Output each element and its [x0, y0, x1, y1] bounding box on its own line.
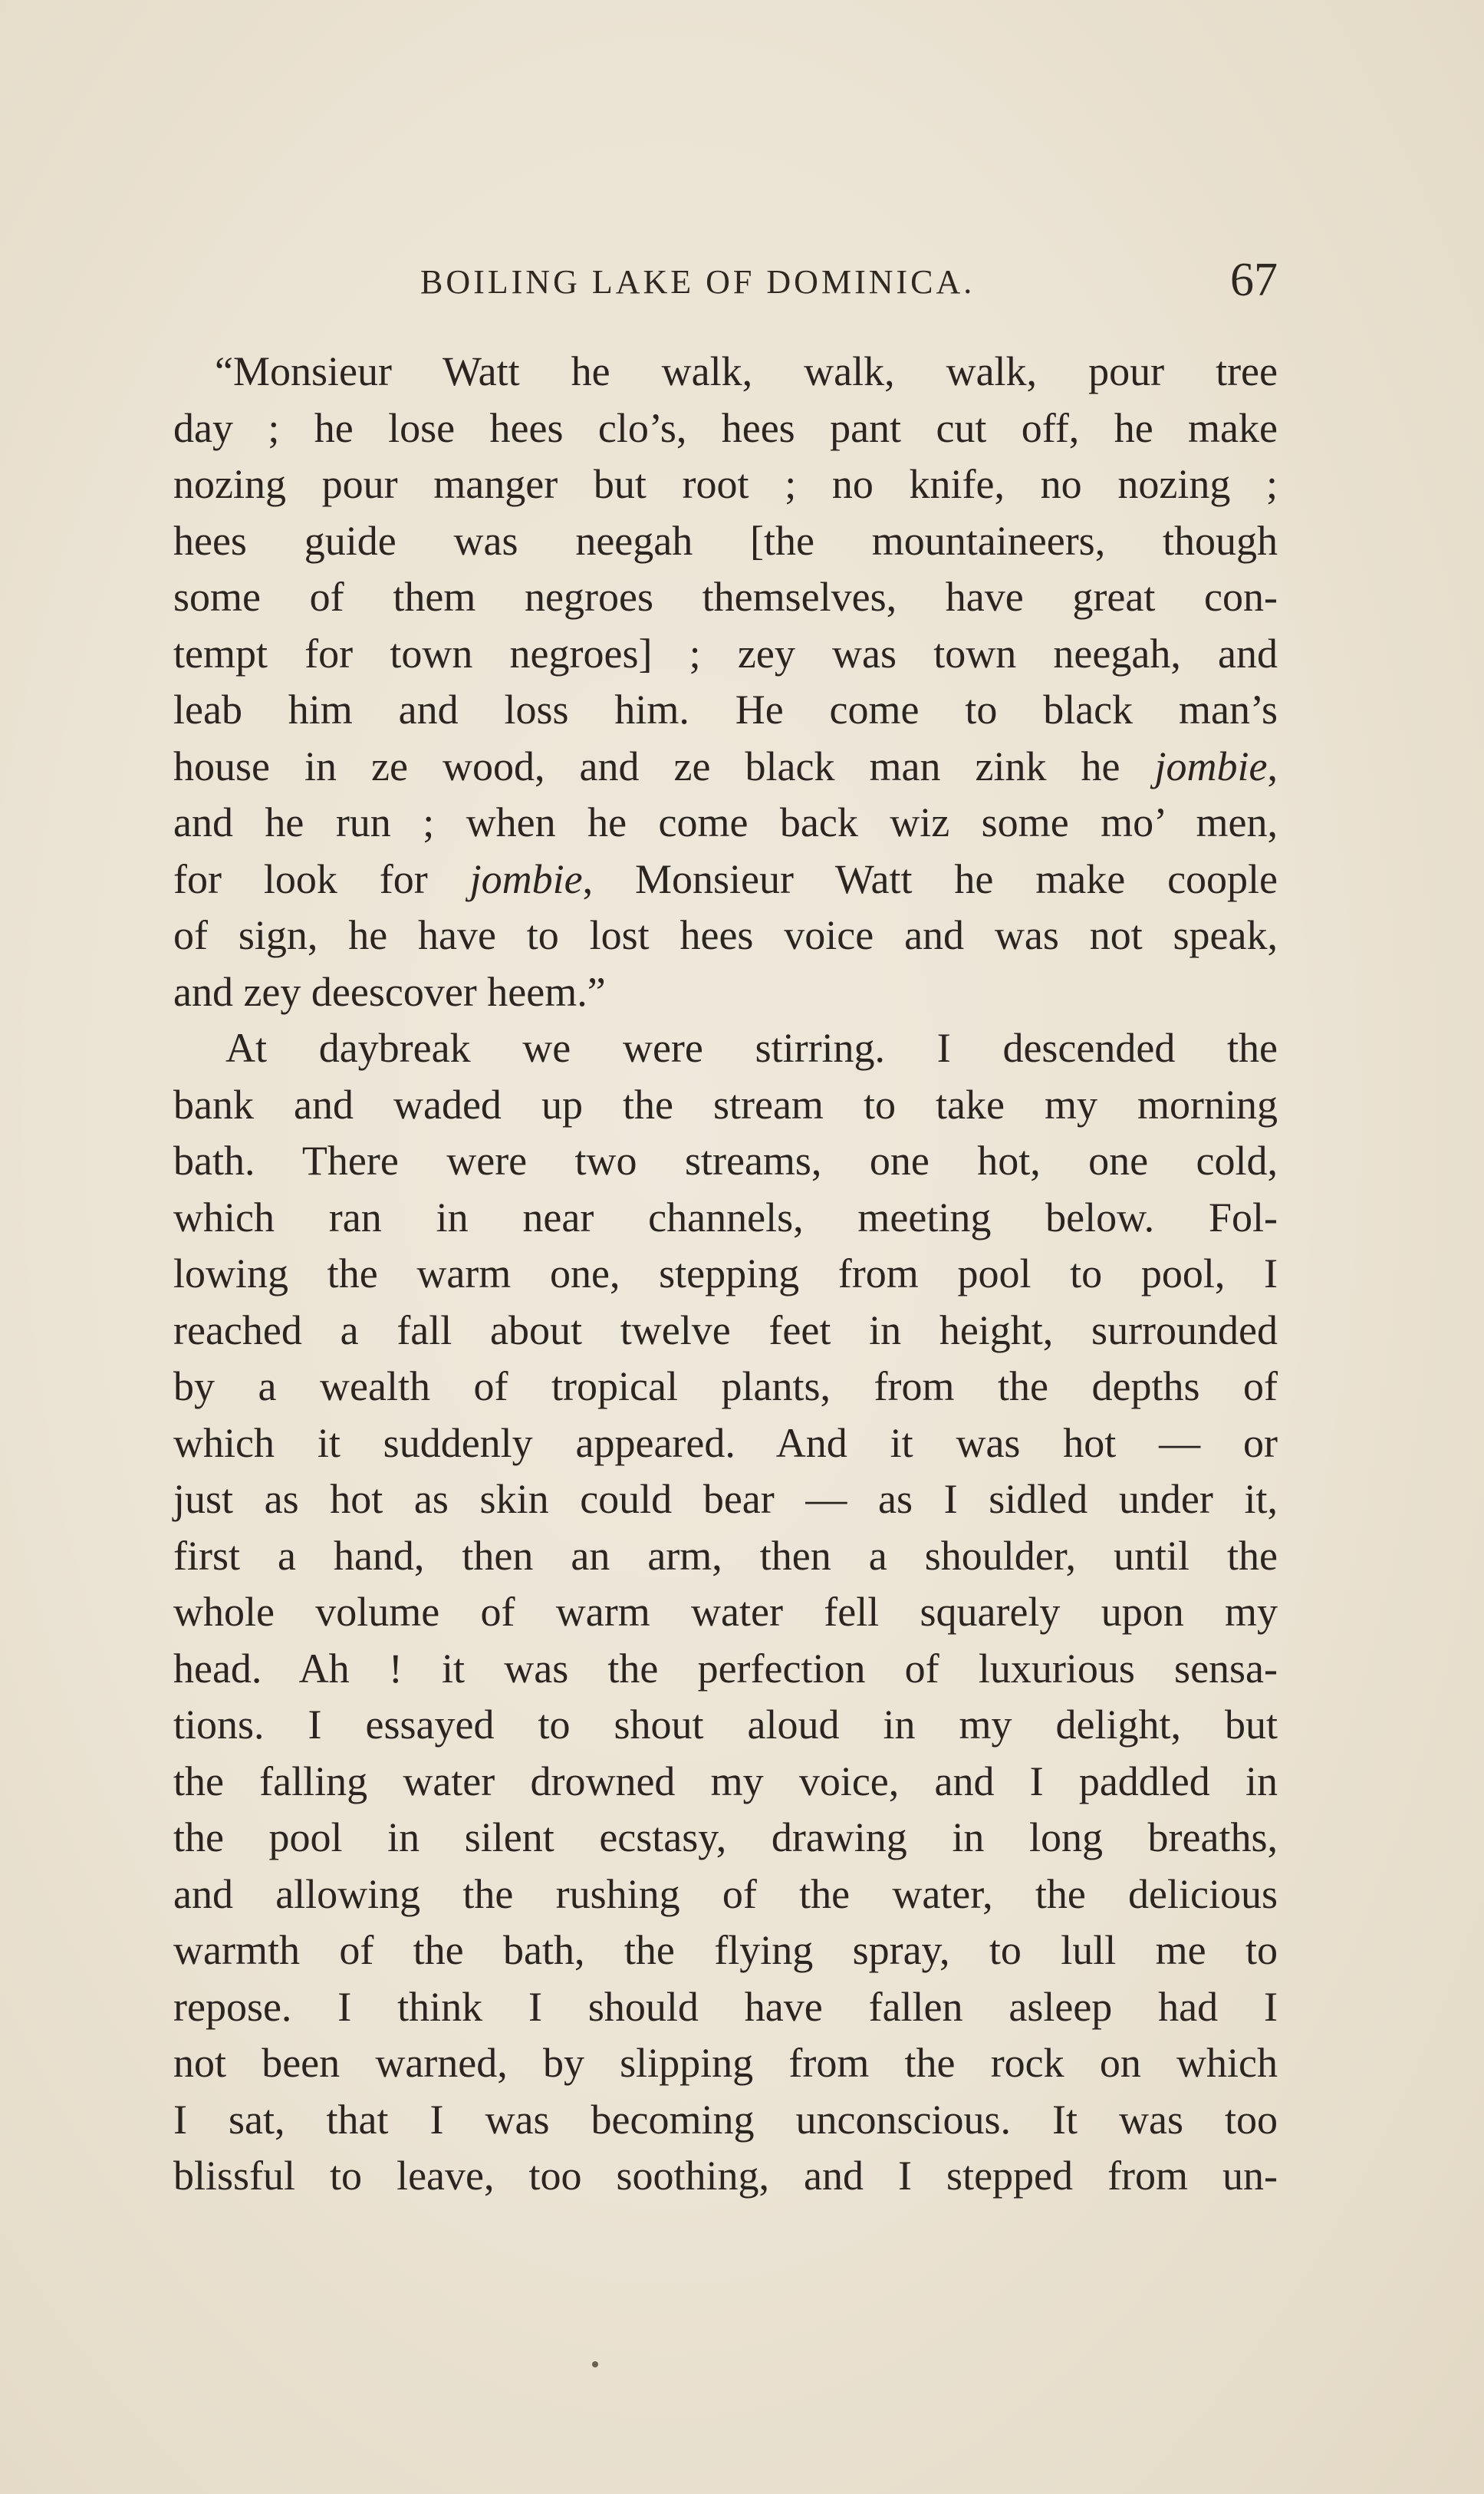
- text-line: “Monsieur Watt he walk, walk, walk, pour tree: [215, 348, 1278, 394]
- text-line: first a hand, then an arm, then a shoulder, until the: [173, 1532, 1278, 1579]
- text-line: day ; he lose hees clo’s, hees pant cut off, he make: [173, 404, 1278, 451]
- text-line: some of them negroes themselves, have great con-: [173, 574, 1278, 620]
- text-line: whole volume of warm water fell squarely upon my: [173, 1589, 1278, 1635]
- text-line: and zey deescover heem.”: [173, 968, 606, 1015]
- text-line: [173, 852, 1278, 908]
- text-line: nozing pour manger but root ; no knife, no nozing ;: [173, 461, 1278, 507]
- text-line: which it suddenly appeared. And it was hot — or: [173, 1419, 1278, 1466]
- ink-speck: [592, 2361, 598, 2367]
- text-line: bank and waded up the stream to take my morning: [173, 1081, 1278, 1128]
- text-line: and he run ; when he come back wiz some mo’ men,: [173, 799, 1278, 845]
- running-head: [173, 255, 1278, 316]
- body-text: [173, 344, 1278, 2205]
- text-line: tempt for town negroes] ; zey was town neegah, and: [173, 630, 1278, 677]
- text-line: leab him and loss him. He come to black man’s: [173, 687, 1278, 733]
- text-line: not been warned, by slipping from the rock on which: [173, 2040, 1278, 2086]
- text-line: lowing the warm one, stepping from pool to pool, I: [173, 1250, 1278, 1296]
- page-number: 67: [1230, 254, 1278, 306]
- text-line: tions. I essayed to shout aloud in my delight, but: [173, 1702, 1278, 1748]
- text-line: hees guide was neegah [the mountaineers, though: [173, 517, 1278, 564]
- text-line: which ran in near channels, meeting below. Fol-: [173, 1194, 1278, 1240]
- text-line: by a wealth of tropical plants, from the depths of: [173, 1363, 1278, 1409]
- text-line: just as hot as skin could bear — as I sidled under it,: [173, 1476, 1278, 1522]
- italic-word: jombie: [469, 855, 583, 902]
- text-line: reached a fall about twelve feet in height, surrounded: [173, 1306, 1278, 1353]
- text-run: , Monsieur Watt he make coople: [582, 855, 1278, 902]
- text-line: the pool in silent ecstasy, drawing in long breaths,: [173, 1814, 1278, 1860]
- text-run: ,: [1267, 743, 1278, 789]
- text-line: bath. There were two streams, one hot, one cold,: [173, 1138, 1278, 1184]
- text-line: I sat, that I was becoming unconscious. It was too: [173, 2096, 1278, 2143]
- running-title: BOILING LAKE OF DOMINICA.: [420, 263, 976, 301]
- text-line: blissful to leave, too soothing, and I stepped from un-: [173, 2153, 1278, 2199]
- text-run: for look for: [173, 855, 470, 902]
- text-line: and allowing the rushing of the water, the delicious: [173, 1870, 1278, 1917]
- text-run: house in ze wood, and ze black man zink he: [173, 743, 1155, 789]
- text-line: warmth of the bath, the flying spray, to lull me to: [173, 1927, 1278, 1973]
- text-line: At daybreak we were stirring. I descended the: [225, 1025, 1278, 1071]
- text-line: of sign, he have to lost hees voice and was not speak,: [173, 912, 1278, 958]
- text-line: head. Ah ! it was the perfection of luxurious sensa-: [173, 1645, 1278, 1692]
- text-line: repose. I think I should have fallen asleep had I: [173, 1983, 1278, 2030]
- text-line: [173, 739, 1278, 796]
- italic-word: jombie: [1154, 743, 1268, 789]
- text-line: the falling water drowned my voice, and I paddled in: [173, 1758, 1278, 1804]
